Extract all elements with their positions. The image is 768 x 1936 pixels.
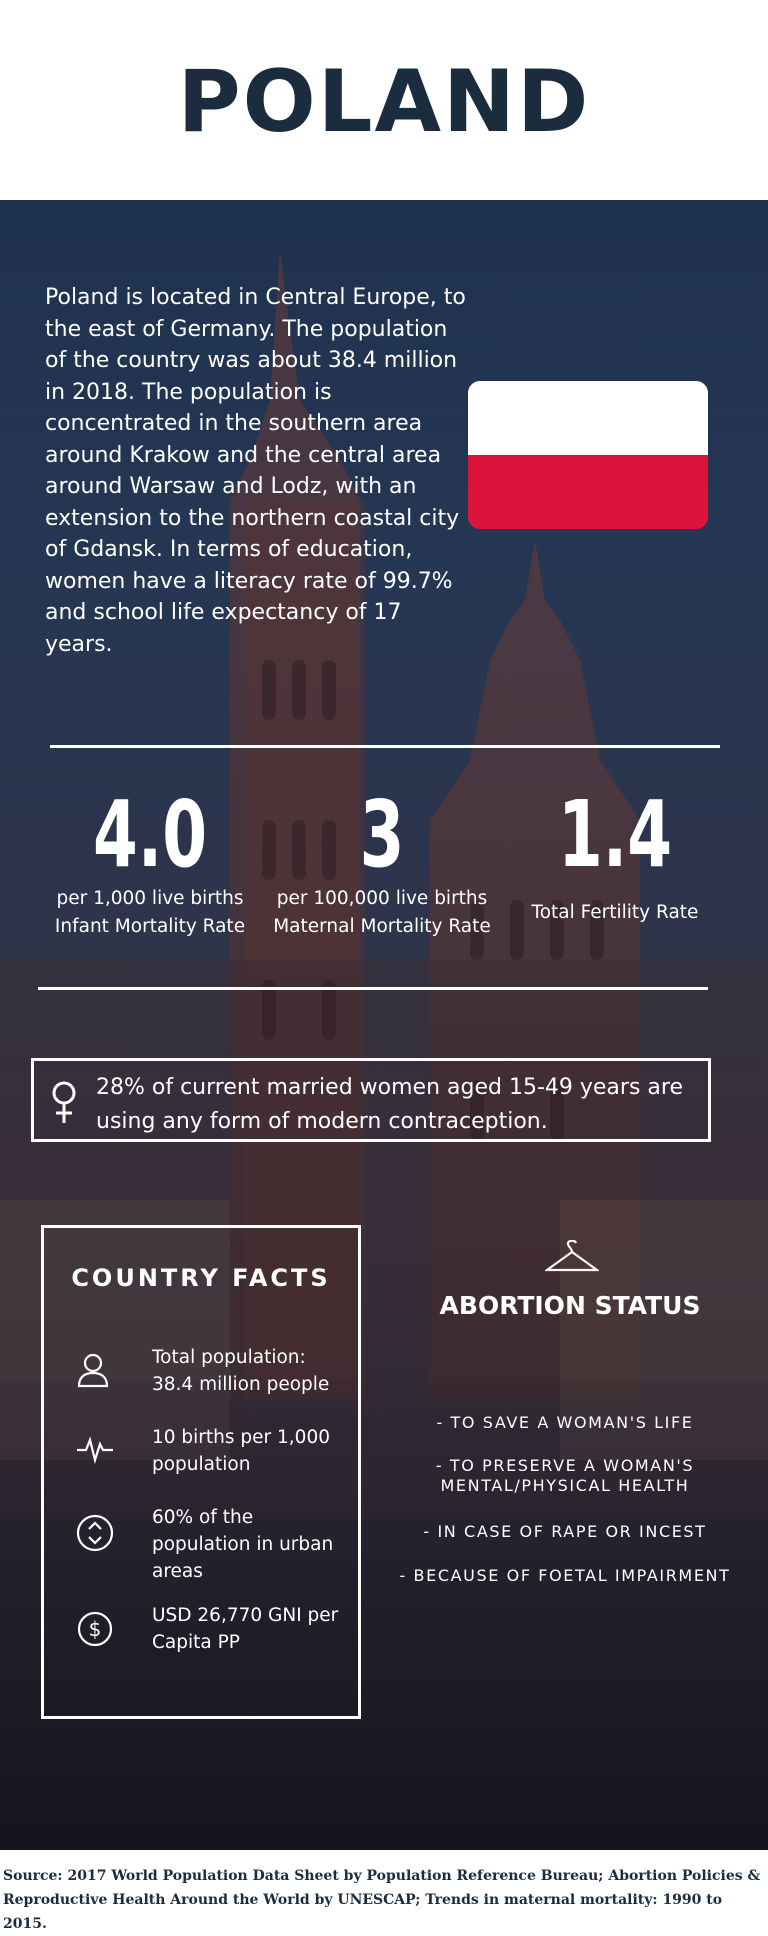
- person-icon: [76, 1352, 110, 1392]
- intro-paragraph: Poland is located in Central Europe, to the east of Germany. The population of the country was about 38.4 million in 2018. The population is concentrated in the southern area around Krakow and the central area around Warsaw and Lodz, with an extension to the northern coastal city of Gdansk. In terms of education, women have a literacy rate of 99.7% and school life expectancy of 17 years.: [45, 285, 466, 657]
- heartbeat-icon: [76, 1434, 114, 1468]
- stat-label: Total Fertility Rate: [531, 902, 699, 923]
- flag-white-stripe: [468, 381, 708, 455]
- abortion-status-item: - TO SAVE A WOMAN'S LIFE: [436, 1413, 694, 1432]
- abortion-status-item: - IN CASE OF RAPE OR INCEST: [423, 1522, 707, 1541]
- stat-maternal-mortality: [262, 781, 502, 941]
- fact-text: 60% of the population in urban areas: [152, 1507, 334, 1582]
- stat-fertility-rate: [515, 781, 715, 927]
- header: [0, 0, 768, 200]
- abortion-status-item: - TO PRESERVE A WOMAN'S MENTAL/PHYSICAL HEALTH: [435, 1456, 695, 1495]
- stat-label: Maternal Mortality Rate: [273, 916, 491, 937]
- female-symbol-icon: [50, 1081, 78, 1129]
- stat-label: Infant Mortality Rate: [54, 916, 246, 937]
- stat-sublabel: per 1,000 live births: [56, 888, 244, 909]
- divider-top: [50, 745, 720, 748]
- abortion-status-heading: ABORTION STATUS: [439, 1291, 701, 1320]
- abortion-status-item: - BECAUSE OF FOETAL IMPAIRMENT: [399, 1566, 731, 1585]
- contraception-text: 28% of current married women aged 15-49 years are using any form of modern contraception.: [96, 1075, 683, 1134]
- fact-item: [64, 1504, 354, 1589]
- fact-text: 10 births per 1,000 population: [152, 1427, 330, 1475]
- hero-section: [0, 200, 768, 1850]
- stat-value: 3: [359, 781, 405, 888]
- divider-bottom: [38, 987, 708, 990]
- stat-value: 1.4: [557, 781, 673, 888]
- country-facts-heading: COUNTRY FACTS: [71, 1264, 331, 1292]
- stat-value: 4.0: [92, 781, 208, 888]
- svg-text:$: $: [88, 1617, 102, 1641]
- fact-item: [64, 1602, 354, 1662]
- fact-text: USD 26,770 GNI per Capita PP: [152, 1605, 339, 1653]
- flag-red-stripe: [468, 455, 708, 529]
- contraception-box: [31, 1058, 711, 1142]
- dollar-icon: [76, 1610, 114, 1652]
- hanger-icon: [545, 1240, 599, 1280]
- source-citation: Source: 2017 World Population Data Sheet by Population Reference Bureau; Abortion Policies & Reproductive Health Around the World by UNESCAP; Trends in maternal mortality: 1990 to 2015.: [3, 1868, 761, 1932]
- country-facts-box: [41, 1225, 361, 1719]
- footer: [0, 1850, 768, 1932]
- fact-item: [64, 1424, 354, 1484]
- stat-sublabel: per 100,000 live births: [276, 888, 488, 909]
- fact-text: Total population: 38.4 million people: [152, 1347, 330, 1395]
- poland-flag: [468, 381, 708, 529]
- page-title: POLAND: [177, 52, 591, 152]
- stat-infant-mortality: [40, 781, 260, 941]
- urban-arrows-icon: [76, 1514, 114, 1556]
- fact-item: [64, 1344, 354, 1404]
